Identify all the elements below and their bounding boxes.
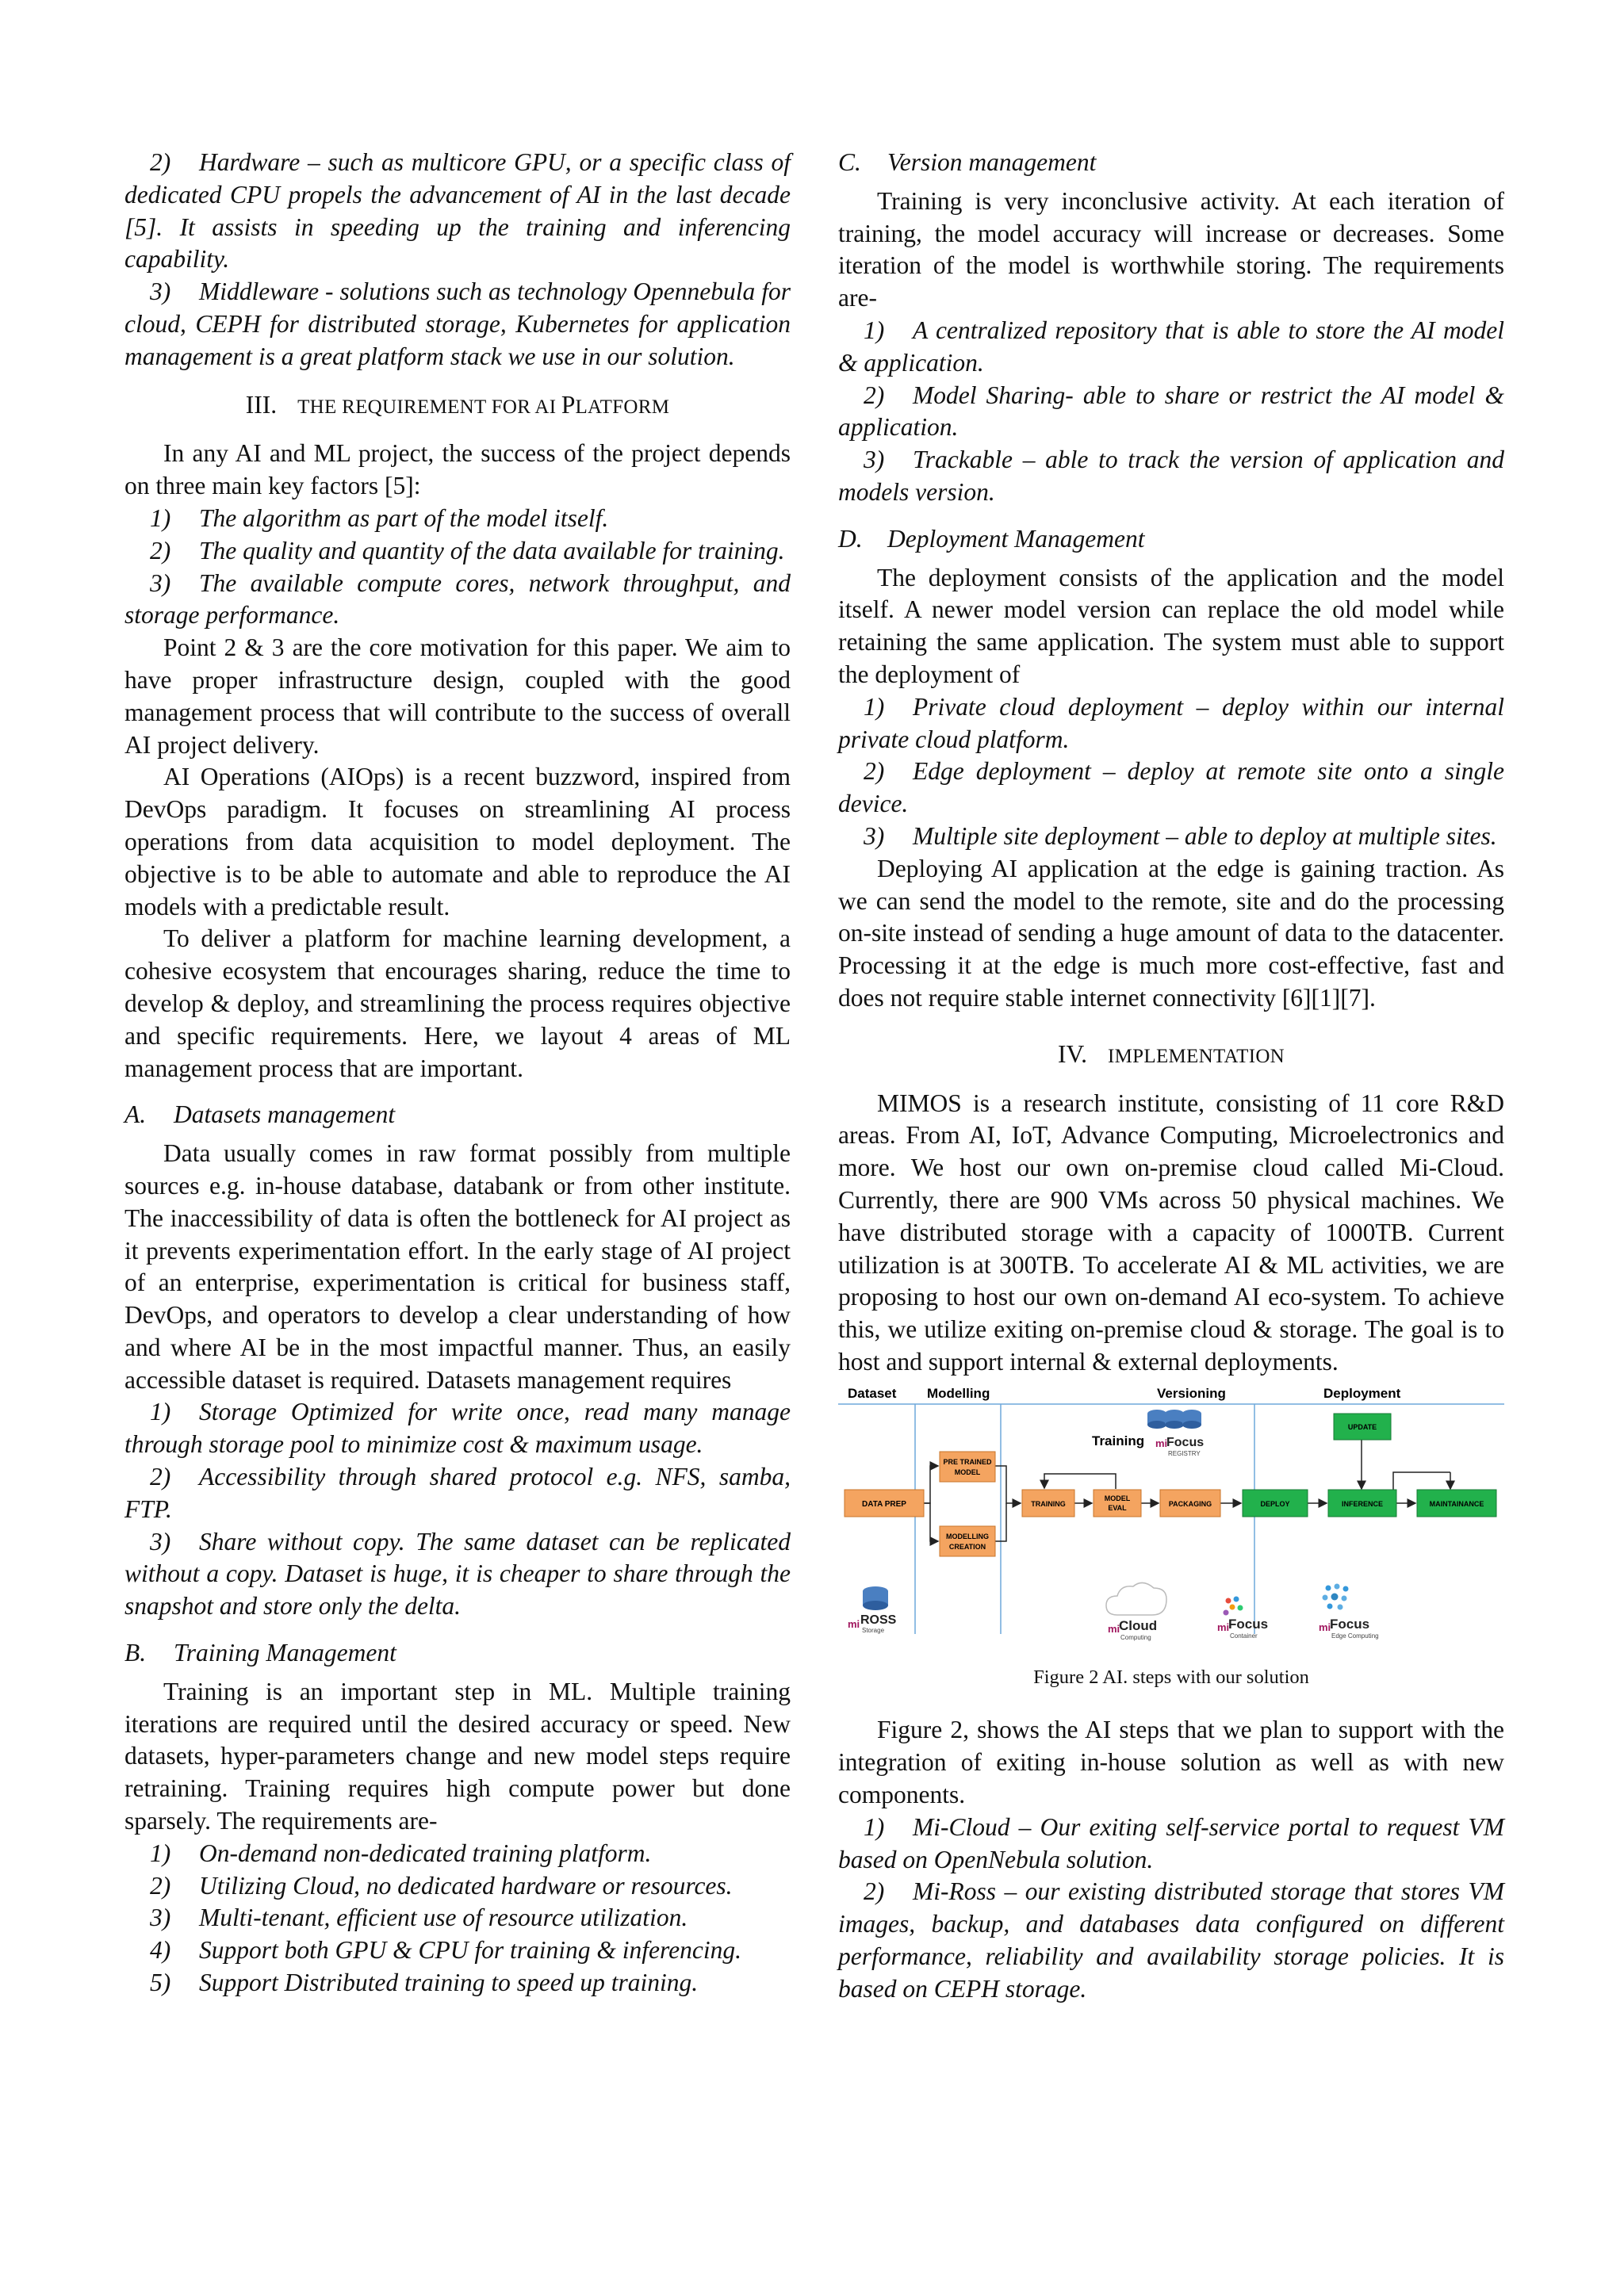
svg-text:Focus: Focus [1228,1616,1269,1632]
training-label: Training [1092,1433,1145,1448]
list-item: 1) Mi-Cloud – Our exiting self-service portal to request VM based on OpenNebula solution. [838,1812,1504,1873]
paragraph: Training is very inconclusive activity. At each iteration of training, the model accuracy will increase or decreases. Some iteration of the model is worthwhile storing. The requirements are- [838,186,1504,312]
right-column [838,147,1504,2006]
list-item: 2) Hardware – such as multicore GPU, or a specific class of dedicated CPU propels the advancement of AI in the last decade [5]. It assists in speeding up the training and inferencing capability. [124,148,791,274]
list-item: 2) Accessibility through shared protocol e.g. NFS, samba, FTP. [124,1463,791,1523]
figure-ai-steps [838,1380,1504,1646]
paragraph: In any AI and ML project, the success of the project depends on three main key factors [5]: [124,439,791,500]
focus-edge-computing-logo [1319,1583,1379,1640]
list-item: 3) Middleware - solutions such as technology Opennebula for cloud, CEPH for distributed storage, Kubernetes for application management is a great platform stack we use in our solution. [124,277,791,370]
list-item: 3) The available compute cores, network throughput, and storage performance. [124,568,791,629]
cloud-computing-logo [1106,1582,1166,1641]
arrow [1044,1474,1116,1489]
box-inference [1328,1490,1396,1517]
box-deploy [1243,1490,1308,1517]
lane-dataset: Dataset [848,1385,897,1401]
lane-deployment: Deployment [1323,1385,1401,1401]
svg-text:mi: mi [848,1617,860,1630]
svg-text:PRE TRAINED: PRE TRAINED [943,1457,992,1466]
svg-text:Focus: Focus [1166,1435,1205,1449]
focus-container-logo [1217,1596,1268,1640]
subsection-heading-b: B. Training Management [124,1639,396,1667]
svg-text:DEPLOY: DEPLOY [1260,1499,1290,1508]
subsection-heading-a: A. Datasets management [124,1100,396,1129]
svg-text:MODELLING: MODELLING [946,1532,989,1540]
svg-text:mi: mi [1217,1621,1230,1633]
section-heading-iv: IV. IMPLEMENTATION [1057,1039,1285,1068]
list-item: 2) Utilizing Cloud, no dedicated hardware or resources. [150,1871,733,1900]
svg-text:MODEL: MODEL [1104,1494,1131,1502]
lane-modelling: Modelling [927,1385,990,1401]
paragraph: Point 2 & 3 are the core motivation for this paper. We aim to have proper infrastructure design, coupled with the good management process that will contribute to the success of overall AI project delivery. [124,633,791,759]
svg-text:TRAINING: TRAINING [1031,1499,1066,1508]
section-heading-iii: III. THE REQUIREMENT FOR AI PLATFORM [245,390,670,419]
svg-text:CREATION: CREATION [948,1542,986,1551]
paragraph: Figure 2, shows the AI steps that we plan to support with the integration of exiting in-house solution as well as with new components. [838,1716,1504,1809]
box-modelling-creation [940,1526,995,1556]
figure-caption: Figure 2 AI. steps with our solution [1033,1666,1309,1688]
list-item: 2) The quality and quantity of the data available for training. [150,536,785,564]
svg-text:ROSS: ROSS [860,1613,897,1627]
box-training [1022,1490,1074,1517]
paragraph: Training is an important step in ML. Multiple training iterations are required until the desired accuracy or speed. New datasets, hyper-parameters change and new model steps require retraining. Training requires high compute power but done sparsely. The requirements are- [124,1677,791,1835]
list-item: 2) Edge deployment – deploy at remote site onto a single device. [838,757,1504,818]
arrow [995,1466,1021,1503]
list-item: 1) A centralized repository that is able to store the AI model & application. [838,316,1504,377]
list-item: 1) The algorithm as part of the model itself. [150,503,609,532]
svg-text:MAINTAINANCE: MAINTAINANCE [1429,1499,1484,1508]
box-data-prep [845,1490,924,1517]
paragraph: The deployment consists of the application and the model itself. A newer model version can replace the old model while retaining the same application. The system must able to support the deployment of [838,563,1504,688]
box-pretrained-model [940,1452,995,1482]
paragraph: Data usually comes in raw format possibly from multiple sources e.g. in-house database, databank or from other institute. The inaccessibility of data is often the bottleneck for AI project as it prevents experimentation effort. In the early stage of AI project of an enterprise, experimentation is critical for business staff, DevOps, and operators to develop a clear understanding of how and where AI be in the most impactful manner. Thus, an easily accessible dataset is required. Datasets management requires [124,1139,791,1394]
paragraph: MIMOS is a research institute, consisting of 11 core R&D areas. From AI, IoT, Advance Computing, Microelectronics and more. We host our own on-premise cloud called Mi-Cloud. Currently, there are 900 VMs across 50 physical machines. We have distributed storage with a capacity of 1000TB. Current utilization is at 300TB. To accelerate AI & ML activities, we are proposing to host our own on-demand AI eco-system. To achieve this, we utilize exiting on-premise cloud & storage. The goal is to host and support internal & external deployments. [838,1089,1504,1376]
svg-text:PACKAGING: PACKAGING [1168,1499,1212,1508]
paragraph: AI Operations (AIOps) is a recent buzzword, inspired from DevOps paradigm. It focuses on streamlining AI process operations from data acquisition to model deployment. The objective is to be able to automate and able to reproduce the AI models with a predictable result. [124,763,791,920]
list-item: 4) Support both GPU & CPU for training & inferencing. [150,1936,741,1965]
svg-text:DATA PREP: DATA PREP [862,1499,906,1509]
box-update [1334,1414,1391,1440]
list-item: 3) Multiple site deployment – able to deploy at multiple sites. [864,821,1497,850]
ross-storage-logo [848,1586,897,1634]
svg-text:mi: mi [1108,1622,1120,1635]
list-item: 3) Trackable – able to track the version of application and models version. [838,446,1504,506]
arrow [924,1503,938,1541]
svg-text:REGISTRY: REGISTRY [1168,1449,1201,1457]
svg-text:Container: Container [1230,1632,1258,1640]
list-item: 5) Support Distributed training to speed up training. [150,1969,699,1997]
list-item: 1) On-demand non-dedicated training platform. [150,1839,652,1867]
svg-text:Focus: Focus [1330,1616,1370,1632]
svg-text:EVAL: EVAL [1108,1503,1127,1512]
list-item: 1) Storage Optimized for write once, read many manage through storage pool to minimize cost & maximum usage. [124,1398,791,1459]
lane-versioning: Versioning [1157,1385,1226,1401]
svg-text:MODEL: MODEL [954,1468,981,1476]
subsection-heading-c: C. Version management [838,148,1097,176]
paragraph: To deliver a platform for machine learning development, a cohesive ecosystem that encourages sharing, reduce the time to develop & deploy, and streamlining the process requires objective and specific requirements. Here, we layout 4 areas of ML management process that are important. [124,924,791,1082]
svg-text:INFERENCE: INFERENCE [1341,1499,1384,1508]
box-model-eval [1094,1490,1141,1517]
list-item: 3) Multi-tenant, efficient use of resource utilization. [150,1904,688,1932]
focus-registry-logo [1147,1410,1204,1457]
svg-text:mi: mi [1155,1437,1168,1449]
list-item: 3) Share without copy. The same dataset can be replicated without a copy. Dataset is huge, it is cheaper to share through the snapshot and store only the delta. [124,1527,791,1621]
svg-text:mi: mi [1319,1621,1331,1633]
paragraph: Deploying AI application at the edge is gaining traction. As we can send the model to the remote, site and do the processing on-site instead of sending a huge amount of data to the datacenter. Processing it at the edge is much more cost-effective, fast and does not require stable internet connectivity [6][1][7]. [838,854,1504,1012]
box-maintainance [1417,1490,1496,1517]
svg-text:Computing: Computing [1120,1633,1151,1641]
figure-diagram [838,1380,1504,1646]
list-item: 1) Private cloud deployment – deploy within our internal private cloud platform. [838,692,1504,753]
svg-text:Edge Computing: Edge Computing [1331,1632,1379,1640]
svg-text:UPDATE: UPDATE [1347,1422,1377,1431]
list-item: 2) Mi-Ross – our existing distributed storage that stores VM images, backup, and databases data configured on different performance, reliability and availability storage policies. It is based on CEPH storage. [838,1877,1504,2003]
box-packaging [1160,1490,1220,1517]
svg-text:Cloud: Cloud [1119,1617,1158,1633]
list-item: 2) Model Sharing- able to share or restrict the AI model & application. [838,381,1504,442]
subsection-heading-d: D. Deployment Management [838,524,1145,553]
arrow [924,1466,938,1503]
left-column [124,147,791,1999]
svg-text:Storage: Storage [862,1626,885,1634]
